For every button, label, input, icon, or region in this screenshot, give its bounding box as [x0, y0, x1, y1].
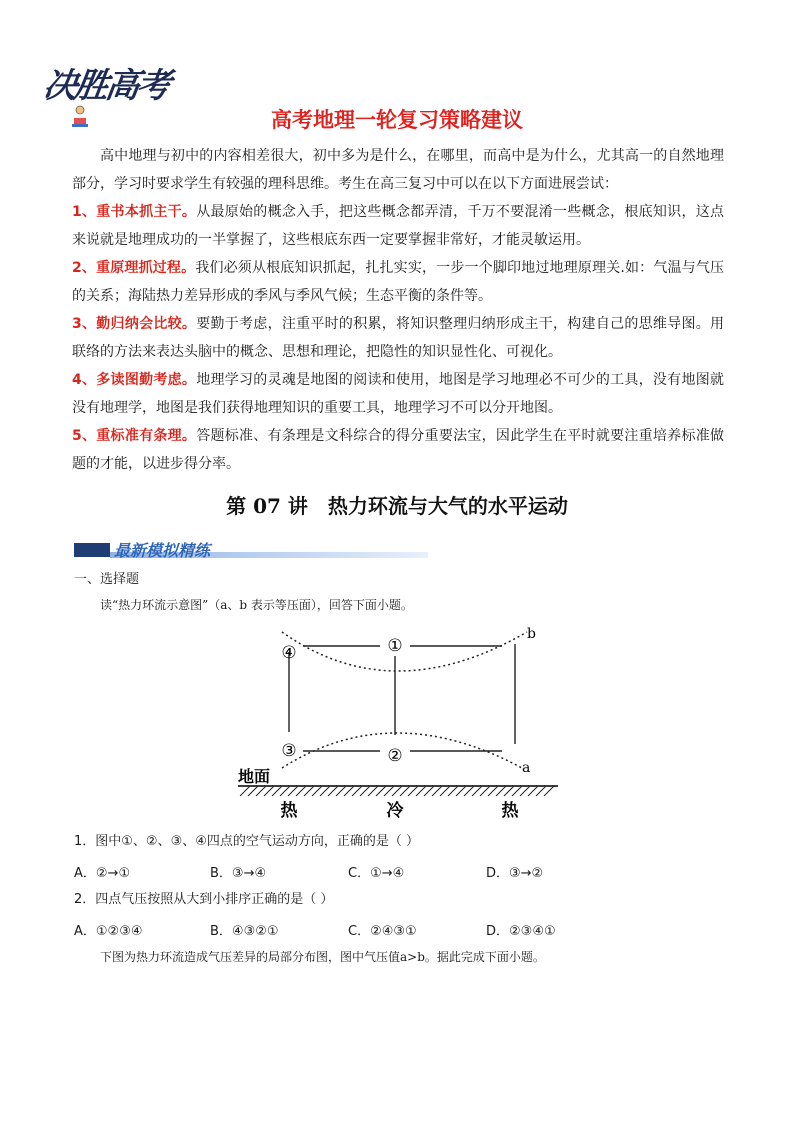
q1-option-b[interactable]: B．③→④ [210, 866, 267, 881]
ground-temp-left: 热 [280, 801, 298, 821]
figure-intro: 读“热力环流示意图”（a、b 表示等压面），回答下面小题。 [100, 598, 413, 612]
logo-text: 决胜高考 [40, 66, 171, 106]
q1-option-d[interactable]: D．③→② [486, 866, 544, 881]
point-2-label: ② [387, 746, 403, 766]
q2-option-b[interactable]: B．④③②① [210, 924, 279, 939]
point-4 [72, 366, 724, 422]
question-2-stem: 2．四点气压按照从大到小排序正确的是（ ） [74, 892, 334, 907]
isobar-a-label: a [522, 760, 531, 776]
question-2-options [74, 920, 694, 940]
point-1-label: ① [387, 636, 403, 656]
q2-option-c[interactable]: C．②④③① [348, 924, 417, 939]
point-3-label: ③ [281, 741, 297, 761]
q2-option-a[interactable]: A．①②③④ [74, 924, 143, 939]
question-1-stem: 1．图中①、②、③、④四点的空气运动方向，正确的是（ ） [74, 834, 420, 849]
point-4-label: ④ [281, 643, 297, 663]
point-3-head: 3、勤归纳会比较。 [72, 316, 197, 332]
section-heading: 一、选择题 [74, 572, 140, 587]
banner-bar [74, 543, 110, 557]
question-1-options [74, 862, 694, 882]
ground-label: 地面 [238, 767, 271, 786]
ground-hatching [240, 786, 554, 796]
point-1-head: 1、重书本抓主干。 [72, 204, 197, 220]
banner-text: 最新模拟精练 [114, 541, 211, 560]
point-2 [72, 254, 724, 310]
point-1 [72, 198, 724, 254]
ground-temp-right: 热 [501, 801, 519, 821]
point-5-head: 5、重标准有条理。 [72, 428, 197, 444]
next-figure-intro: 下图为热力环流造成气压差异的局部分布图，图中气压值a>b。据此完成下面小题。 [100, 950, 545, 964]
isobar-b-label: b [527, 626, 536, 642]
ground-temp-middle: 冷 [386, 801, 404, 821]
isobar-b-curve [282, 632, 527, 671]
point-4-head: 4、多读图勤考虑。 [72, 372, 197, 388]
point-2-head: 2、重原理抓过程。 [72, 260, 196, 276]
point-3-body: 要勤于考虑，注重平时的积累，将知识整理归纳形成主干，构建自己的思维导图。用联络的方法来表达头脑中的概念、思想和理论，把隐性的知识显性化、可视化。 [72, 316, 725, 360]
section-banner [74, 538, 429, 560]
point-5-body: 答题标准、有条理是文科综合的得分重要法宝，因此学生在平时就要注重培养标准做题的才能，以进步得分率。 [72, 428, 725, 472]
point-5 [72, 422, 724, 478]
intro-paragraph: 高中地理与初中的内容相差很大，初中多为是什么，在哪里，而高中是为什么，尤其高一的自然地理部分，学习时要求学生有较强的理科思维。考生在高三复习中可以在以下方面进展尝试： [72, 148, 724, 192]
document-title: 高考地理一轮复习策略建议 [271, 108, 523, 132]
q2-option-d[interactable]: D．②③④① [486, 924, 556, 939]
point-1-body: 从最原始的概念入手，把这些概念都弄清，千万不要混淆一些概念，根底知识，这点来说就是地理成功的一半掌握了，这些根底东西一定要掌握非常好，才能灵敏运用。 [72, 204, 725, 248]
q1-option-c[interactable]: C．①→④ [348, 866, 405, 881]
point-4-body: 地理学习的灵魂是地图的阅读和使用，地图是学习地理必不可少的工具，没有地图就没有地理学，地图是我们获得地理知识的重要工具，地理学习不可以分开地图。 [72, 372, 725, 416]
point-2-body: 我们必须从根底知识抓起，扎扎实实，一步一个脚印地过地理原理关.如：气温与气压的关系；海陆热力差异形成的季风与季风气候；生态平衡的条件等。 [72, 260, 725, 304]
q1-option-a[interactable]: A．②→① [74, 866, 131, 881]
lecture-title: 第 07 讲 热力环流与大气的水平运动 [226, 494, 568, 518]
thermal-circulation-diagram [232, 620, 562, 825]
point-3 [72, 310, 724, 366]
